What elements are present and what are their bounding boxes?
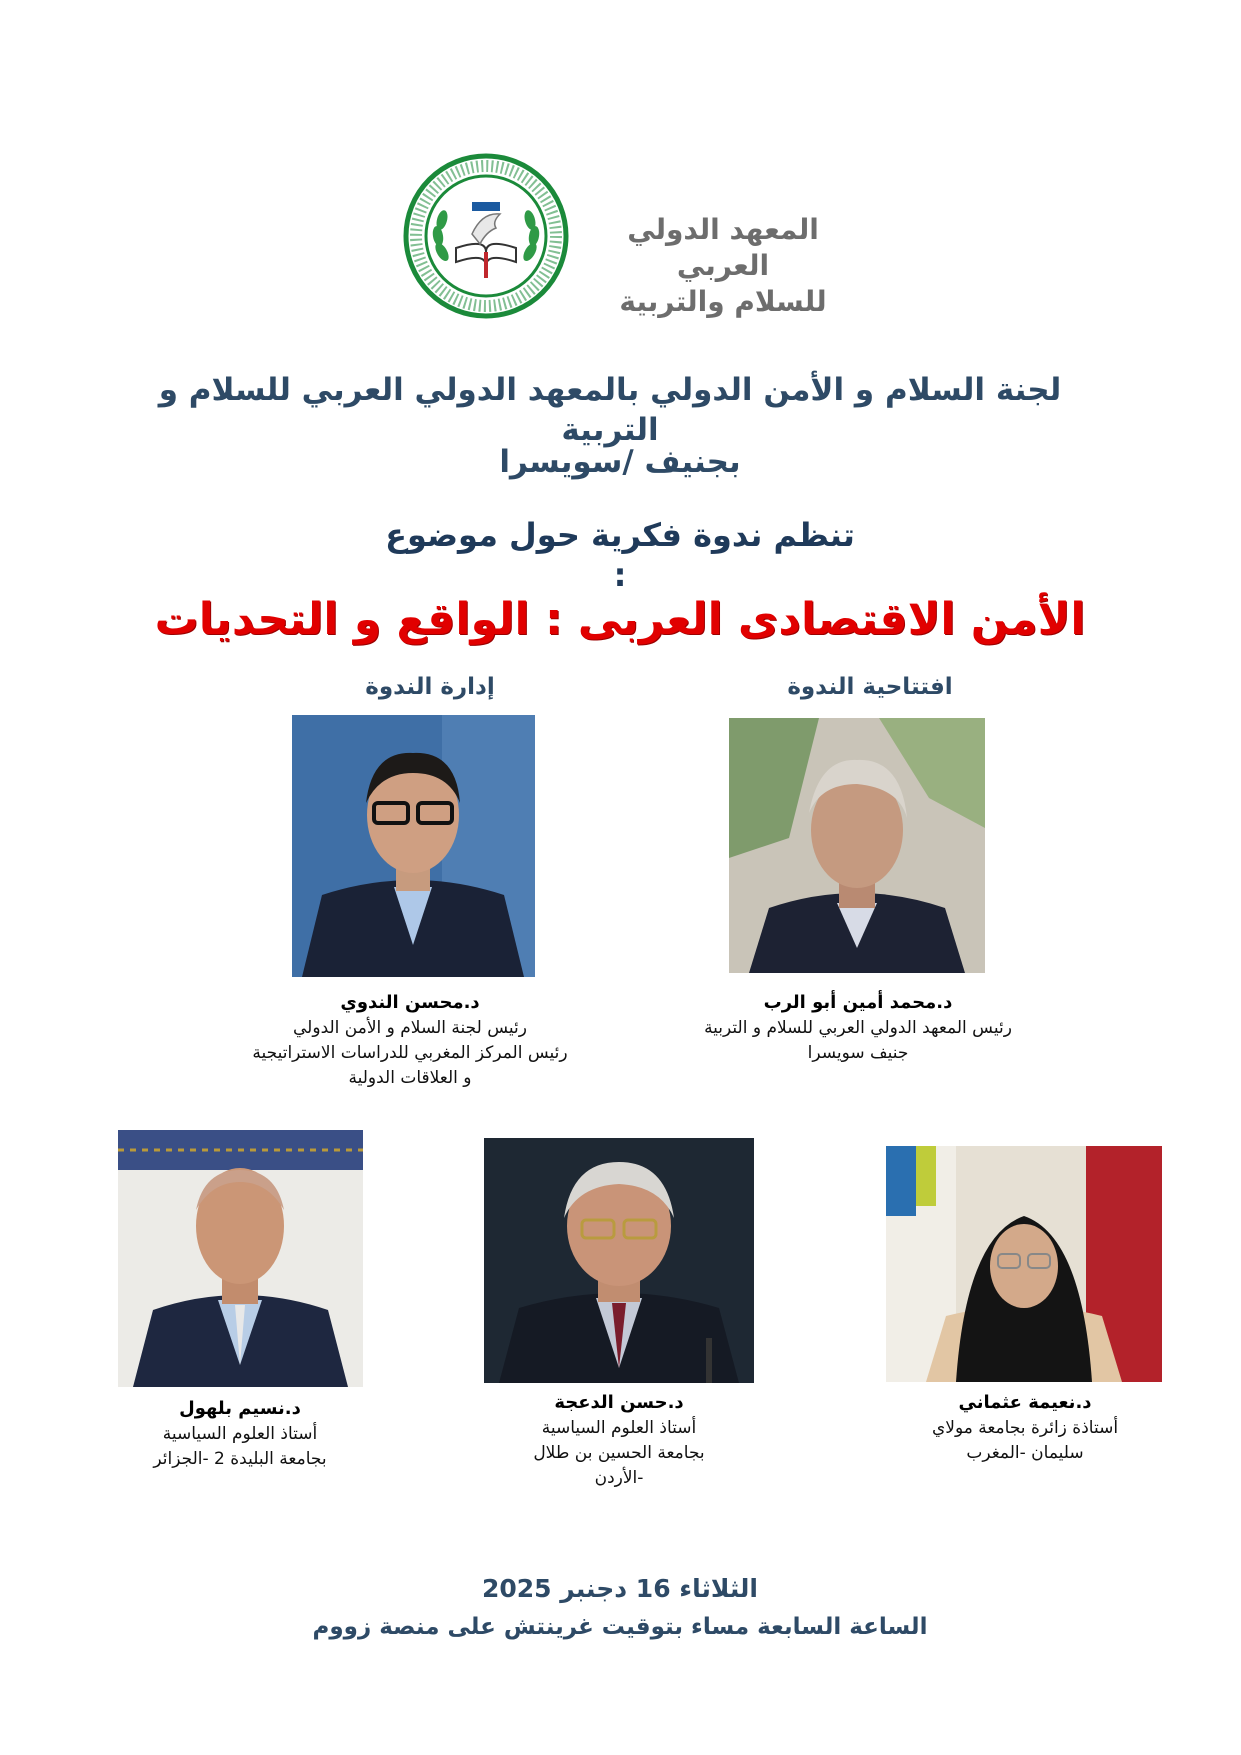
panelist-1-info	[880, 1390, 1170, 1466]
panelist-1-photo	[886, 1146, 1162, 1382]
opening-speaker-name: د.محمد أمين أبو الرب	[763, 992, 953, 1013]
moderator-line: رئيس لجنة السلام و الأمن الدولي	[293, 1018, 527, 1038]
organizer-location: بجنيف /سويسرا	[499, 444, 741, 480]
opening-speaker-line: رئيس المعهد الدولي العربي للسلام و التربية	[704, 1018, 1012, 1038]
panelist-3-line: أستاذ العلوم السياسية	[162, 1424, 318, 1444]
seminar-topic: الأمن الاقتصادى العربى : الواقع و التحديات	[154, 594, 1086, 645]
panelist-2-info	[494, 1390, 744, 1491]
panelist-1-line: أستاذة زائرة بجامعة مولاي	[931, 1418, 1119, 1438]
moderator-name: د.محسن الندوي	[340, 992, 480, 1013]
panelist-2-line: أستاذ العلوم السياسية	[541, 1418, 697, 1438]
panelist-2-name: د.حسن الدعجة	[554, 1392, 684, 1413]
institute-name-line2: للسلام والتربية	[619, 285, 827, 318]
panelist-1-line: سليمان -المغرب	[966, 1443, 1084, 1463]
organizer-line: لجنة السلام و الأمن الدولي بالمعهد الدولي العربي للسلام و التربية	[158, 372, 1062, 448]
institute-name-line1: المعهد الدولي العربي	[627, 213, 819, 282]
panelist-2-line: بجامعة الحسين بن طلال	[533, 1443, 705, 1463]
panelist-3-name: د.نسيم بلهول	[179, 1398, 301, 1419]
event-time: الساعة السابعة مساء بتوقيت غرينتش على منصة زووم	[312, 1614, 928, 1640]
panelist-3-photo	[118, 1130, 363, 1387]
moderator-photo	[292, 715, 535, 977]
institute-logo	[388, 148, 868, 322]
role-opening-label: افتتاحية الندوة	[787, 674, 953, 700]
institute-name	[588, 212, 858, 320]
moderator-line: و العلاقات الدولية	[348, 1068, 472, 1088]
opening-speaker-photo	[729, 718, 985, 973]
panelist-3-info	[120, 1396, 360, 1472]
panelist-1-name: د.نعيمة عثماني	[958, 1392, 1092, 1413]
panelist-2-photo	[484, 1138, 754, 1383]
moderator-info	[240, 990, 580, 1091]
event-date: الثلاثاء 16 دجنبر 2025	[481, 1574, 758, 1603]
panelist-2-line: -الأردن	[594, 1468, 644, 1488]
seminar-intro: تنظم ندوة فكرية حول موضوع :	[385, 516, 855, 594]
moderator-line: رئيس المركز المغربي للدراسات الاستراتيجية	[252, 1043, 568, 1063]
role-moderator-label: إدارة الندوة	[365, 674, 495, 700]
panelist-3-line: بجامعة البليدة 2 -الجزائر	[153, 1449, 327, 1469]
institute-seal-icon	[402, 152, 570, 320]
opening-speaker-line: جنيف سويسرا	[807, 1043, 909, 1063]
opening-speaker-info	[690, 990, 1026, 1066]
